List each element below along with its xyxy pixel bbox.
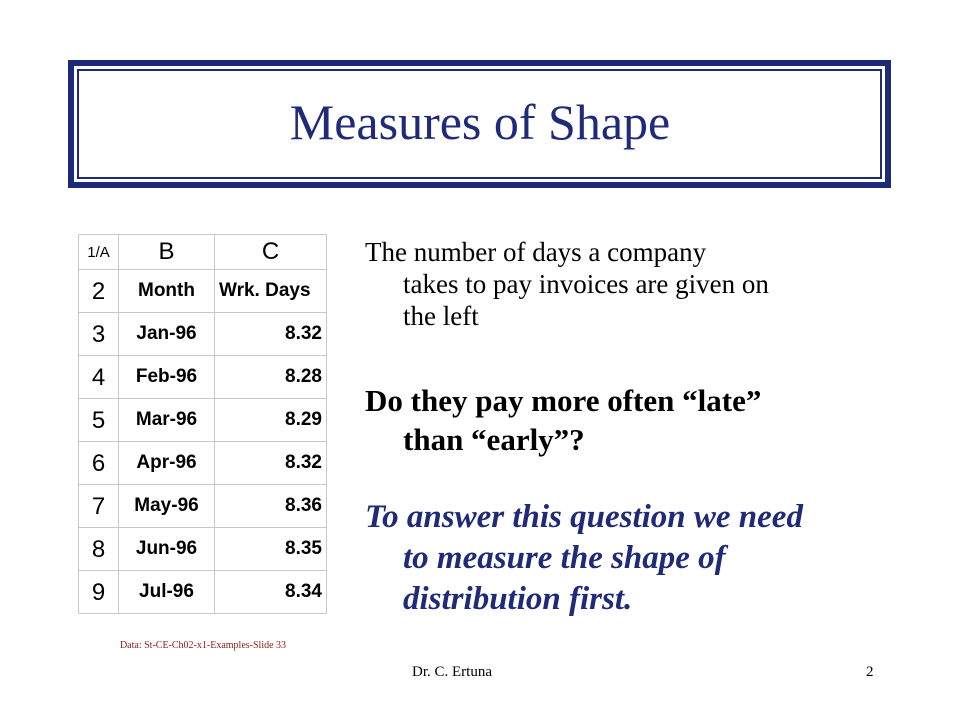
table-row [79,442,327,485]
intro-line-3: the left [403,301,479,331]
slide-title: Measures of Shape [289,94,671,150]
days-cell: 8.36 [215,485,327,528]
column-header-c: C [215,235,327,270]
month-cell: Jul-96 [119,571,215,614]
column-header-row [79,235,327,270]
days-cell: 8.32 [215,442,327,485]
days-cell: 8.32 [215,313,327,356]
days-cell: 8.28 [215,356,327,399]
table-row [79,356,327,399]
table-row [79,399,327,442]
answer-paragraph [365,497,925,620]
row-number: 7 [79,485,119,528]
month-header-cell: Month [119,270,215,313]
table-row [79,571,327,614]
intro-paragraph [365,236,925,332]
spreadsheet-table [78,234,327,614]
page-number: 2 [866,664,874,680]
intro-line-1: The number of days a company [365,237,707,267]
month-cell: Mar-96 [119,399,215,442]
row-number: 6 [79,442,119,485]
column-header-b: B [119,235,215,270]
data-source-note: Data: St-CE-Ch02-x1-Examples-Slide 33 [119,640,287,651]
question-paragraph [365,381,925,459]
table-row [79,485,327,528]
intro-line-2: takes to pay invoices are given on [403,269,769,299]
month-cell: Jan-96 [119,313,215,356]
answer-line-2: to measure the shape of [403,540,726,576]
month-cell: May-96 [119,485,215,528]
footer-author: Dr. C. Ertuna [412,664,492,680]
month-cell: Feb-96 [119,356,215,399]
table-row [79,313,327,356]
work-days-header-cell: Wrk. Days [215,270,327,313]
question-line-1: Do they pay more often “late” [365,383,762,418]
days-cell: 8.35 [215,528,327,571]
row-number: 5 [79,399,119,442]
row-number: 2 [79,270,119,313]
answer-line-1: To answer this question we need [365,499,803,535]
days-cell: 8.29 [215,399,327,442]
row-number: 9 [79,571,119,614]
month-cell: Jun-96 [119,528,215,571]
answer-line-3: distribution first. [403,581,633,617]
month-cell: Apr-96 [119,442,215,485]
row-number: 8 [79,528,119,571]
row-number: 3 [79,313,119,356]
question-line-2: than “early”? [403,422,585,457]
corner-cell: 1/A [79,235,119,270]
table-row [79,270,327,313]
row-number: 4 [79,356,119,399]
table-row [79,528,327,571]
days-cell: 8.34 [215,571,327,614]
